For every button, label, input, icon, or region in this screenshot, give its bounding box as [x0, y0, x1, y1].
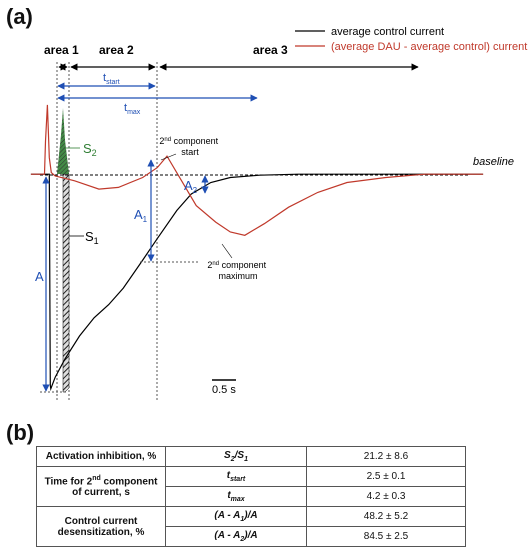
area-3-label: area 3	[253, 43, 288, 57]
table-cell-symbol: $S_2/S_1$	[166, 447, 307, 467]
series-line-dau-minus-control-current	[31, 105, 483, 235]
baseline-label: baseline	[473, 156, 514, 168]
area-1-label: area 1	[44, 43, 79, 57]
results-table	[36, 446, 466, 547]
legend-label-dau: (average DAU - average control) current	[331, 41, 528, 53]
t-start-label: $t_{start}$	[103, 72, 120, 86]
table-cell-value: 4.2 ± 0.3	[307, 487, 466, 507]
a-label: A	[35, 269, 44, 284]
second-component-maximum-label: 2nd component maximum	[207, 260, 267, 281]
table-cell-description: Control current desensitization, %	[37, 507, 166, 547]
s1-hatched-area	[63, 174, 69, 392]
second-component-start-label: 2nd component start	[159, 136, 219, 157]
table-cell-description: Time for 2nd component of current, s	[37, 467, 166, 507]
table-row	[37, 467, 466, 487]
s1-label: $S_1$	[85, 229, 99, 246]
table-cell-symbol: $(A - A_1)/A$	[166, 507, 307, 527]
s2-label: $S_2$	[83, 141, 97, 158]
table-cell-description: Activation inhibition, %	[37, 447, 166, 467]
a2-label: $A_2$	[184, 178, 198, 195]
table-cell-value: 84.5 ± 2.5	[307, 527, 466, 547]
area-2-label: area 2	[99, 43, 134, 57]
table-cell-symbol: $t_{start}$	[166, 467, 307, 487]
table-cell-value: 48.2 ± 5.2	[307, 507, 466, 527]
t-max-label: $t_{max}$	[124, 102, 141, 116]
table-cell-value: 2.5 ± 0.1	[307, 467, 466, 487]
table-cell-symbol: $t_{max}$	[166, 487, 307, 507]
legend-label-control: average control current	[331, 26, 445, 38]
second-component-maximum-leader	[222, 244, 232, 258]
s2-hatched-area	[57, 108, 69, 174]
table-cell-symbol: $(A - A_2)/A$	[166, 527, 307, 547]
a1-label: $A_1$	[134, 207, 148, 224]
panel-a-label: (a)	[6, 4, 33, 29]
table-row	[37, 447, 466, 467]
time-scale-bar-label: 0.5 s	[212, 384, 236, 396]
series-line-average-control-current	[31, 174, 483, 389]
panel-b-label: (b)	[6, 420, 35, 445]
table-cell-value: 21.2 ± 8.6	[307, 447, 466, 467]
table-row	[37, 507, 466, 527]
